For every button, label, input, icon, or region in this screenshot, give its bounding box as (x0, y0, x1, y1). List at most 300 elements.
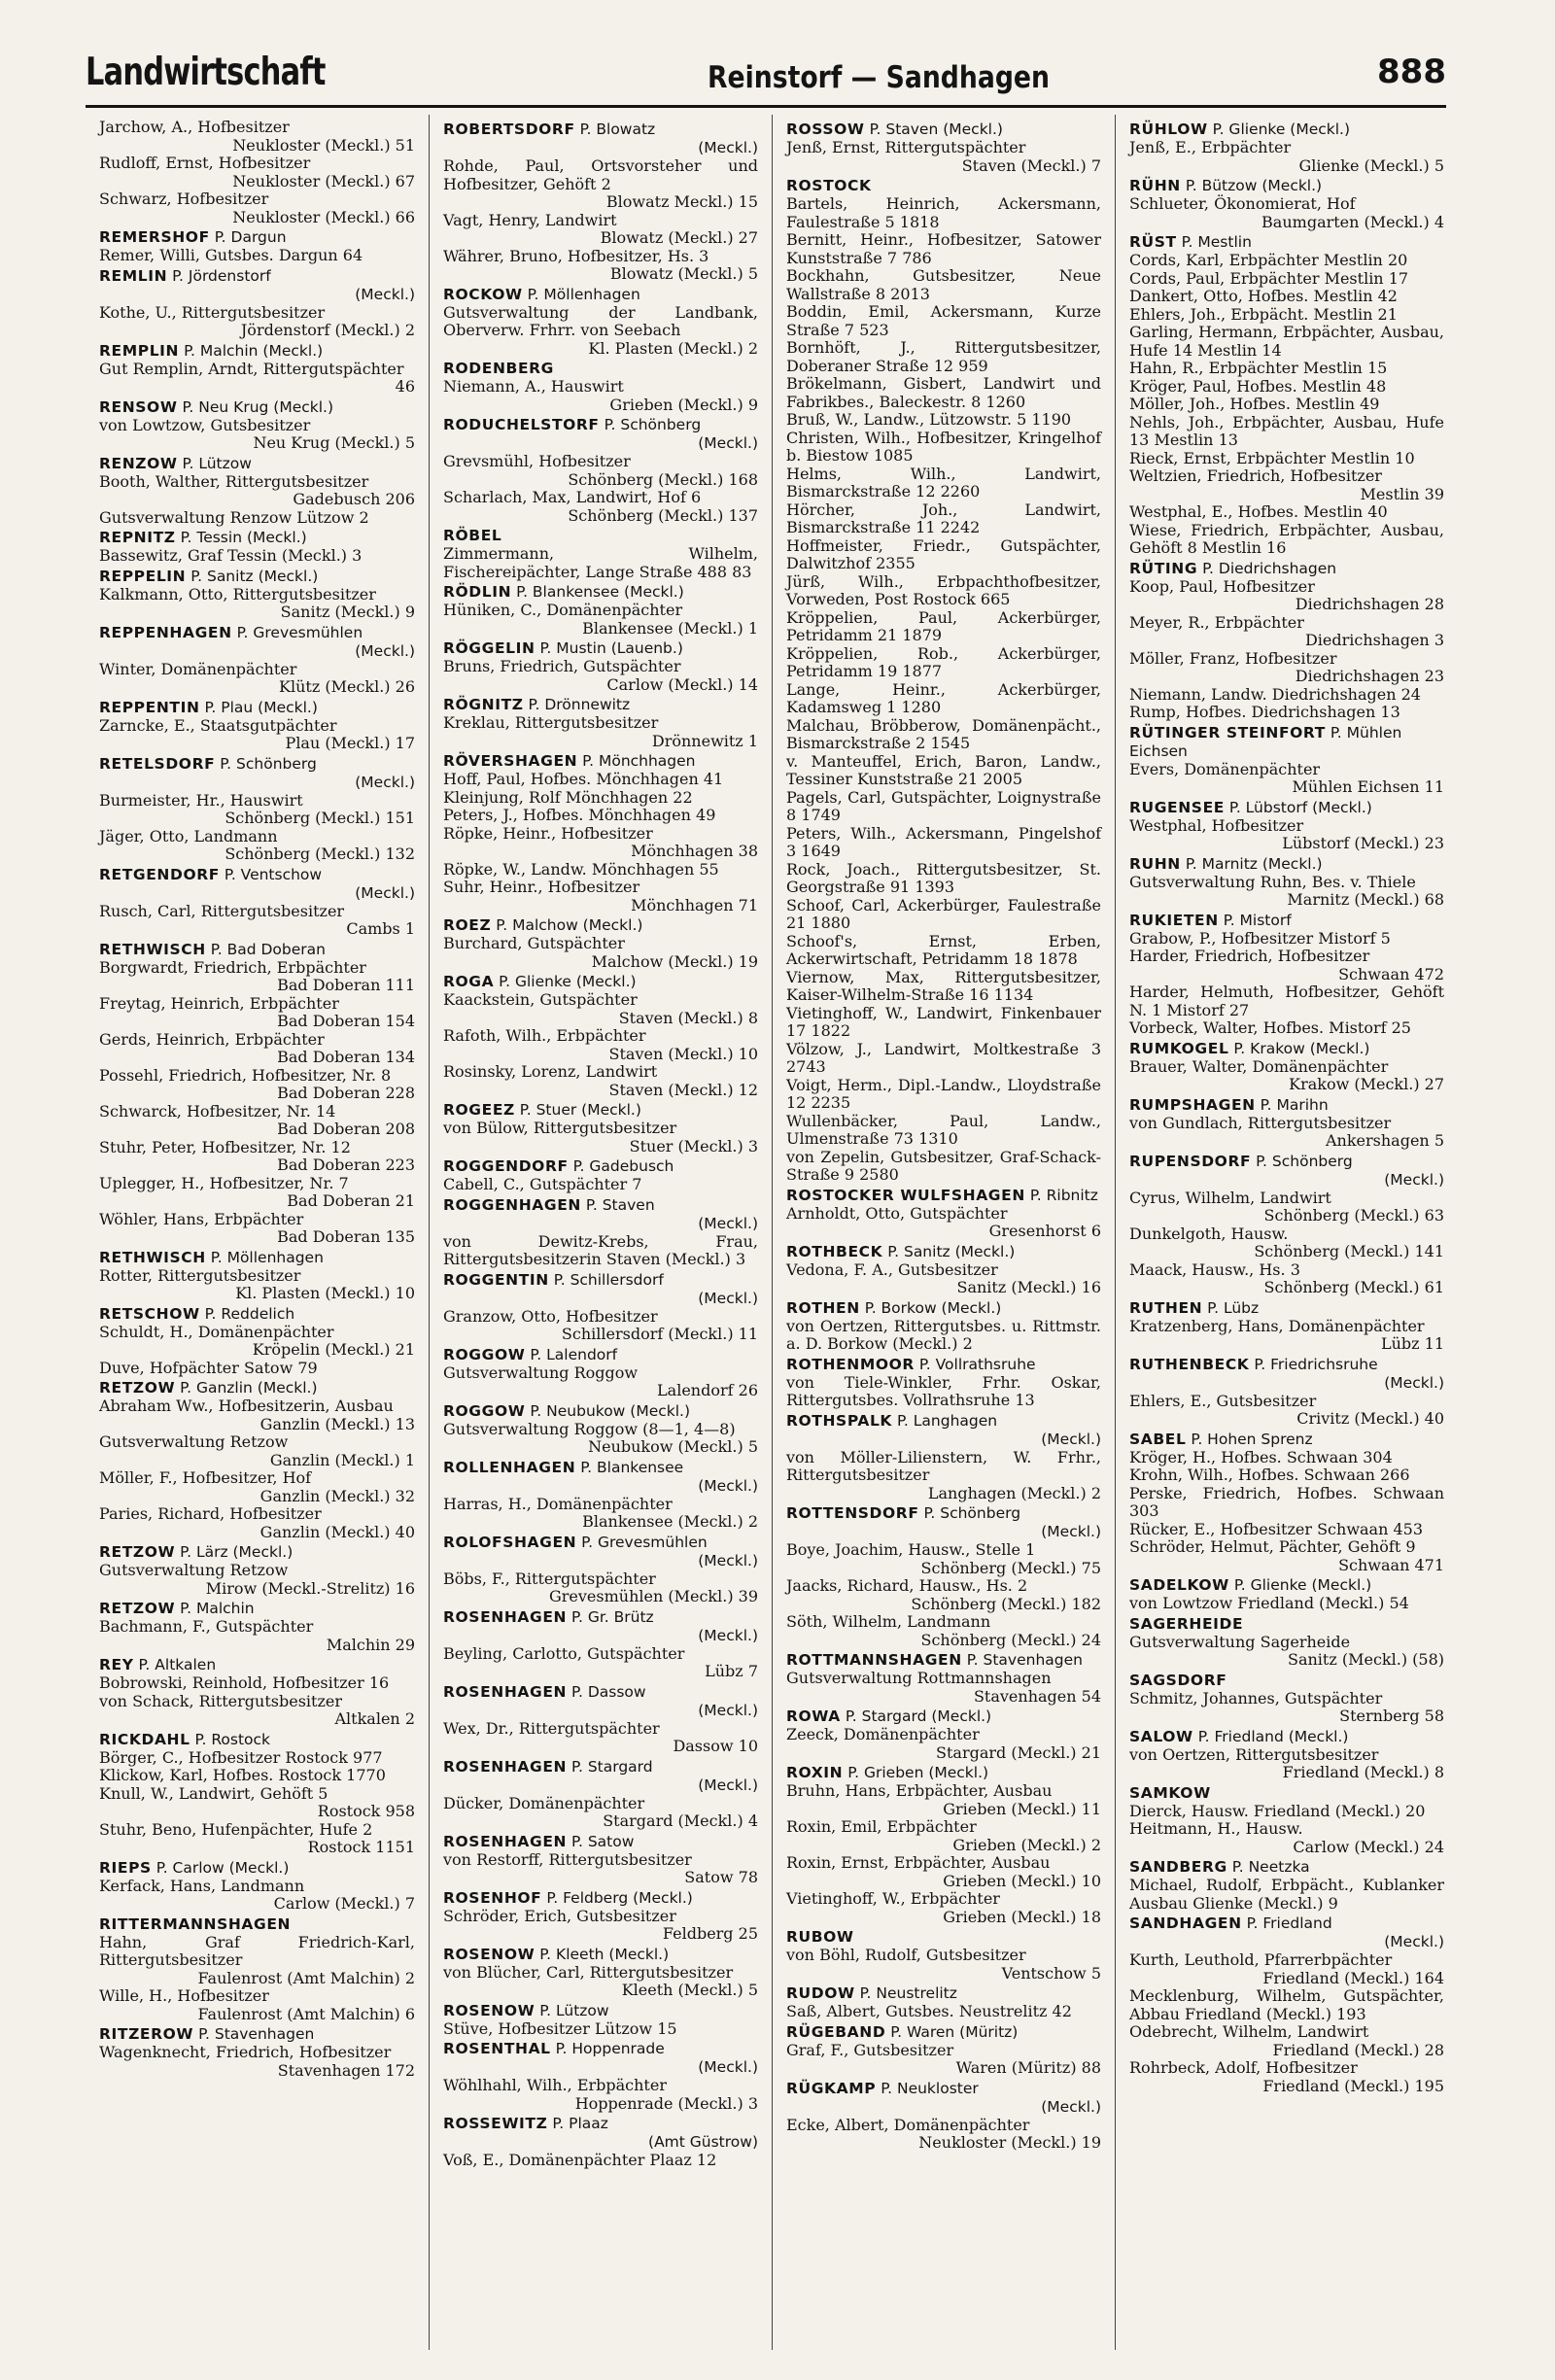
entry-location: Schillersdorf (Meckl.) 11 (561, 1325, 758, 1343)
entry-location: Stargard (Meckl.) 21 (936, 1742, 1101, 1762)
directory-entry (99, 1103, 415, 1139)
place-name: ROGGOW (443, 1345, 526, 1363)
place-heading (99, 1859, 415, 1878)
place-heading (786, 1412, 1101, 1449)
directory-entry (786, 1670, 1101, 1706)
entry-name: Wex, Dr., Rittergutspächter (443, 1718, 660, 1738)
place-heading (1129, 799, 1444, 817)
directory-entry (99, 1749, 415, 1768)
entry-location: Staven (Meckl.) 10 (608, 1044, 758, 1063)
place-heading (786, 1651, 1101, 1670)
entry-name: Rafoth, Wilh., Erbpächter (443, 1026, 646, 1045)
entry-name: Malchau, Bröbberow, Domänenpächt., Bismarckstraße 2 1545 (786, 715, 1101, 752)
entry-name: Jarchow, A., Hofbesitzer (99, 118, 290, 136)
entry-location: Schönberg (Meckl.) 182 (911, 1594, 1101, 1613)
place-name: RUMKOGEL (1129, 1039, 1229, 1057)
directory-entry (786, 1261, 1101, 1297)
post-office-region: (Meckl.) (698, 2058, 758, 2076)
place-heading (786, 1243, 1101, 1261)
post-office: P. Altkalen (138, 1656, 217, 1673)
post-office: P. Neukloster (881, 2079, 979, 2097)
directory-entry (1129, 1058, 1444, 1094)
directory-entry (1129, 306, 1444, 325)
entry-name: Wille, H., Hofbesitzer (99, 1986, 269, 2005)
post-office-region: (Meckl.) (698, 1289, 758, 1307)
post-office: P. Plaaz (552, 2115, 608, 2132)
entry-location: Stavenhagen 172 (277, 2060, 415, 2080)
directory-entry (1129, 360, 1444, 378)
directory-entry (1129, 252, 1444, 270)
entry-location: Faulenrost (Amt Malchin) 6 (197, 2004, 415, 2023)
entry-name: Brökelmann, Gisbert, Landwirt und Fabrikbes., Baleckestr. 8 1260 (786, 374, 1101, 411)
directory-entry (786, 789, 1101, 825)
entry-name: Rücker, E., Hofbesitzer Schwaan 453 (1129, 1519, 1424, 1538)
place-name: RÜHLOW (1129, 121, 1208, 138)
directory-entry (443, 1795, 758, 1831)
directory-entry (1129, 650, 1444, 686)
post-office: P. Mestlin (1181, 233, 1252, 251)
entry-location: Rostock 958 (317, 1802, 415, 1820)
post-office: P. Grevesmühlen (581, 1533, 708, 1551)
place-name: RÖGGELIN (443, 639, 536, 657)
place-heading (443, 1608, 758, 1645)
entry-location: Ganzlin (Meckl.) 32 (259, 1486, 415, 1505)
directory-entry (443, 861, 758, 880)
entry-name: Wiese, Friedrich, Erbpächter, Ausbau, Gehöft 8 Mestlin 16 (1129, 520, 1444, 557)
place-name: RODENBERG (443, 360, 554, 377)
directory-entry (1129, 1690, 1444, 1726)
entry-name: Gutsverwaltung Renzow Lützow 2 (99, 507, 369, 527)
entry-name: von Bülow, Rittergutsbesitzer (443, 1119, 677, 1137)
entry-name: Klickow, Karl, Hofbes. Rostock 1770 (99, 1766, 386, 1784)
entry-name: Granzow, Otto, Hofbesitzer (443, 1306, 658, 1326)
post-office: P. Stuer (Meckl.) (519, 1101, 641, 1119)
entry-name: Cords, Paul, Erbpächter Mestlin 17 (1129, 268, 1409, 288)
directory-entry (1129, 324, 1444, 360)
post-office: P. Lützow (539, 2001, 609, 2019)
post-office-region: (Meckl.) (698, 1626, 758, 1644)
post-office: P. Marihn (1260, 1095, 1329, 1114)
entry-name: Zarncke, E., Staatsgutpächter (99, 715, 337, 735)
place-name: ROTHEN (786, 1298, 860, 1317)
entry-name: Bruns, Friedrich, Gutspächter (443, 657, 681, 675)
directory-entry (1129, 1521, 1444, 1539)
entry-location: Hoppenrade (Meckl.) 3 (574, 2093, 758, 2113)
column-1 (86, 115, 429, 2350)
directory-entry (786, 861, 1101, 897)
directory-entry (1129, 1449, 1444, 1467)
entry-name: Westphal, E., Hofbes. Mestlin 40 (1129, 502, 1388, 521)
place-name: SAGSDORF (1129, 1671, 1227, 1689)
place-heading (443, 2040, 758, 2077)
entry-name: Hahn, Graf Friedrich-Karl, Rittergutsbesitzer (99, 1932, 415, 1969)
place-name: RÜTINGER STEINFORT (1129, 723, 1326, 742)
place-name: ROSENHAGEN (443, 1757, 568, 1776)
entry-name: Stüve, Hofbesitzer Lützow 15 (443, 2018, 677, 2038)
post-office: P. Friedland (1246, 1914, 1332, 1932)
entry-location: Bad Doberan 21 (287, 1191, 415, 1210)
directory-entry (99, 1821, 415, 1857)
place-heading (443, 527, 758, 545)
post-office: P. Friedland (Meckl.) (1197, 1727, 1349, 1745)
page-range-title: Reinstorf — Sandhagen (708, 60, 1050, 95)
entry-name: Schröder, Erich, Gutsbesitzer (443, 1906, 676, 1925)
post-office: P. Neu Krug (Meckl.) (182, 397, 334, 416)
column-3 (772, 115, 1115, 2350)
entry-name: Peters, Wilh., Ackersmann, Pingelshof 3 1649 (786, 823, 1101, 860)
post-office: P. Lützow (182, 454, 252, 472)
post-office-region: (Amt Güstrow) (648, 2133, 758, 2151)
entry-name: Kerfack, Hans, Landmann (99, 1876, 305, 1895)
post-office: P. Stavenhagen (198, 2025, 315, 2043)
entry-location: Langhagen (Meckl.) 2 (927, 1483, 1101, 1502)
directory-entry (443, 714, 758, 750)
post-office: P. Grieben (Meckl.) (847, 1764, 989, 1781)
entry-name: Arnholdt, Otto, Gutspächter (786, 1203, 1008, 1223)
entry-name: Helms, Wilh., Landwirt, Bismarckstraße 12 2260 (786, 464, 1101, 500)
place-name: RIEPS (99, 1858, 152, 1877)
directory-entry (99, 1433, 415, 1469)
entry-name: Wöhler, Hans, Erbpächter (99, 1209, 304, 1228)
directory-entry (443, 1496, 758, 1532)
post-office: P. Jördenstorf (172, 266, 271, 285)
entry-name: Röpke, Heinr., Hofbesitzer (443, 823, 653, 843)
entry-location: Carlow (Meckl.) 7 (273, 1894, 415, 1913)
section-title: Landwirtschaft (86, 51, 326, 94)
directory-entry (443, 1308, 758, 1344)
place-name: RICKDAHL (99, 1730, 190, 1748)
place-heading (99, 2025, 415, 2044)
place-heading (443, 2002, 758, 2020)
directory-entry (786, 2042, 1101, 2078)
entry-name: Rump, Hofbes. Diedrichshagen 13 (1129, 703, 1400, 721)
place-heading (786, 177, 1101, 195)
place-heading (1129, 1153, 1444, 1190)
entry-name: Krohn, Wilh., Hofbes. Schwaan 266 (1129, 1466, 1410, 1484)
place-name: RUGENSEE (1129, 798, 1225, 816)
entry-name: Ecke, Albert, Domänenpächter (786, 2115, 1030, 2134)
place-heading (99, 755, 415, 792)
directory-entry (1129, 761, 1444, 797)
place-name: RUBOW (786, 1928, 854, 1946)
post-office: P. Dassow (571, 1682, 646, 1701)
directory-entry (1129, 1466, 1444, 1485)
place-heading (443, 1534, 758, 1570)
entry-name: Rohde, Paul, Ortsvorsteher und Hofbesitzer, Gehöft 2 (443, 156, 758, 193)
post-office: P. Rostock (194, 1730, 271, 1748)
entry-name: Böbs, F., Rittergutspächter (443, 1569, 656, 1588)
entry-name: Gutsverwaltung Roggow (8—1, 4—8) (443, 1419, 736, 1438)
entry-name: Cords, Karl, Erbpächter Mestlin 20 (1129, 251, 1408, 269)
directory-entry (786, 897, 1101, 933)
directory-entry (786, 825, 1101, 861)
entry-name: Rieck, Ernst, Erbpächter Mestlin 10 (1129, 448, 1415, 467)
entry-name: Röpke, W., Landw. Mönchhagen 55 (443, 859, 719, 879)
entry-name: Wöhlhahl, Wilh., Erbpächter (443, 2076, 667, 2094)
place-heading (99, 1249, 415, 1267)
entry-location: Neukloster (Meckl.) 67 (232, 171, 415, 190)
directory-entry (1129, 1318, 1444, 1354)
entry-location: Diedrichshagen 28 (1295, 595, 1444, 613)
entry-location: Schönberg (Meckl.) 168 (568, 469, 758, 489)
entry-name: Meyer, R., Erbpächter (1129, 612, 1304, 632)
place-name: ROSTOCK (786, 177, 872, 194)
entry-location: Neu Krug (Meckl.) 5 (253, 433, 415, 452)
place-heading (99, 1915, 415, 1934)
directory-entry (443, 1851, 758, 1887)
directory-entry (1129, 195, 1444, 231)
place-name: RUDOW (786, 1984, 855, 2002)
place-heading (443, 1101, 758, 1120)
directory-entry (786, 1854, 1101, 1890)
entry-location: Schönberg (Meckl.) 132 (225, 845, 415, 863)
directory-entry (99, 547, 415, 566)
directory-entry (1129, 1225, 1444, 1261)
entry-name: von Schack, Rittergutsbesitzer (99, 1691, 342, 1710)
directory-entry (99, 1934, 415, 1988)
entry-name: Jäger, Otto, Landmann (99, 826, 278, 845)
directory-entry (786, 466, 1101, 501)
entry-name: von Oertzen, Rittergutsbesitzer (1129, 1744, 1379, 1764)
entry-location: Plau (Meckl.) 17 (285, 734, 415, 752)
entry-name: Bassewitz, Graf Tessin (Meckl.) 3 (99, 546, 363, 565)
entry-name: Hahn, R., Erbpächter Mestlin 15 (1129, 359, 1388, 377)
directory-entry (786, 933, 1101, 969)
directory-entry (443, 2020, 758, 2039)
directory-entry (1129, 2023, 1444, 2059)
place-name: RETHWISCH (99, 1248, 206, 1266)
post-office: P. Neustrelitz (859, 1984, 957, 2002)
place-name: RÜST (1129, 233, 1177, 251)
entry-name: Rohrbeck, Adolf, Hofbesitzer (1129, 2058, 1358, 2077)
place-heading (99, 342, 415, 361)
directory-entry (786, 1613, 1101, 1649)
place-heading (1129, 121, 1444, 139)
directory-entry (443, 489, 758, 525)
place-heading (1129, 1728, 1444, 1746)
entry-name: Jaacks, Richard, Hausw., Hs. 2 (786, 1576, 1028, 1595)
post-office: P. Lübstorf (Meckl.) (1228, 798, 1372, 816)
place-heading (443, 2115, 758, 2152)
post-office: P. Schönberg (923, 1504, 1021, 1522)
directory-entry (1129, 396, 1444, 414)
entry-name: Vagt, Henry, Landwirt (443, 210, 617, 229)
entry-location: Bad Doberan 135 (277, 1227, 415, 1246)
directory-entry (1129, 503, 1444, 522)
place-heading (99, 1543, 415, 1562)
entry-name: Kratzenberg, Hans, Domänenpächter (1129, 1316, 1425, 1335)
place-heading (99, 699, 415, 717)
post-office: P. Schönberg (1256, 1152, 1353, 1170)
post-office-region: (Meckl.) (355, 773, 415, 791)
post-office-region: (Meckl.) (1041, 1430, 1101, 1448)
entry-location: Mönchhagen 38 (631, 842, 758, 860)
entry-location: Grevesmühlen (Meckl.) 39 (548, 1587, 758, 1605)
place-name: RETGENDORF (99, 865, 220, 883)
entry-name: Weltzien, Friedrich, Hofbesitzer (1129, 466, 1382, 485)
directory-entry (786, 430, 1101, 466)
post-office: P. Mistorf (1223, 911, 1292, 929)
entry-location: 46 (395, 377, 415, 396)
entry-location: Stuer (Meckl.) 3 (629, 1136, 758, 1156)
directory-entry (99, 586, 415, 622)
entry-name: Kröppelien, Paul, Ackerbürger, Petridamm 21 1879 (786, 607, 1101, 644)
post-office: P. Blankensee (Meckl.) (516, 583, 684, 601)
entry-name: Brauer, Walter, Domänenpächter (1129, 1056, 1389, 1076)
entry-name: von Dewitz-Krebs, Frau, Rittergutsbesitzerin Staven (Meckl.) 3 (443, 1231, 758, 1268)
directory-entry (443, 453, 758, 489)
place-name: RETZOW (99, 1379, 176, 1397)
entry-name: Zimmermann, Wilhelm, Fischereipächter, Lange Straße 488 83 (443, 544, 758, 581)
place-heading (1129, 1672, 1444, 1690)
entry-location: Faulenrost (Amt Malchin) 2 (197, 1968, 415, 1987)
place-name: ROBERTSDORF (443, 121, 575, 138)
entry-name: Bobrowski, Reinhold, Hofbesitzer 16 (99, 1673, 390, 1692)
entry-name: Schuldt, H., Domänenpächter (99, 1322, 334, 1341)
directory-entry (786, 537, 1101, 573)
entry-location: Mönchhagen 71 (631, 895, 758, 914)
entry-name: von Lowtzow, Gutsbesitzer (99, 415, 311, 434)
entry-name: Möller, F., Hofbesitzer, Hof (99, 1468, 312, 1487)
place-heading (443, 639, 758, 658)
entry-name: Bruhn, Hans, Erbpächter, Ausbau (786, 1781, 1053, 1800)
place-heading (99, 866, 415, 903)
entry-name: Gutsverwaltung Roggow (443, 1362, 639, 1382)
post-office: P. Stavenhagen (966, 1651, 1083, 1669)
directory-entry (786, 375, 1101, 411)
entry-location: Friedland (Meckl.) 195 (1262, 2076, 1444, 2095)
entry-name: Garling, Hermann, Erbpächter, Ausbau, Hufe 14 Mestlin 14 (1129, 323, 1444, 360)
post-office: P. Malchin (180, 1600, 255, 1617)
directory-entry (1129, 817, 1444, 853)
entry-location: Lübz 11 (1380, 1334, 1444, 1353)
place-name: ROEZ (443, 916, 492, 934)
entry-location: Sanitz (Meckl.) 9 (280, 603, 415, 621)
directory-entry (786, 1726, 1101, 1762)
directory-entry (1129, 467, 1444, 503)
place-heading (99, 267, 415, 304)
entry-name: Niemann, Landw. Diedrichshagen 24 (1129, 684, 1421, 704)
post-office: P. Malchow (Meckl.) (496, 916, 643, 934)
directory-entry (786, 609, 1101, 645)
entry-name: Kreklau, Rittergutsbesitzer (443, 713, 659, 732)
entry-name: Kleinjung, Rolf Mönchhagen 22 (443, 787, 693, 807)
place-heading (99, 1600, 415, 1618)
entry-name: Hoffmeister, Friedr., Gutspächter, Dalwitzhof 2355 (786, 535, 1101, 572)
entry-location: Grieben (Meckl.) 9 (609, 395, 758, 414)
entry-location: Mestlin 39 (1360, 484, 1444, 503)
directory-entry (1129, 1877, 1444, 1913)
post-office-region: (Meckl.) (355, 641, 415, 660)
place-heading (99, 228, 415, 247)
directory-entry (443, 1720, 758, 1756)
place-name: ROSENOW (443, 2001, 536, 2019)
directory-entry (786, 1149, 1101, 1185)
page-number: 888 (1377, 52, 1446, 91)
place-name: RÜGKAMP (786, 2079, 877, 2097)
post-office: P. Sanitz (Meckl.) (887, 1242, 1016, 1260)
entry-name: Roxin, Ernst, Erbpächter, Ausbau (786, 1853, 1051, 1872)
entry-location: Feldberg 25 (662, 1924, 758, 1943)
entry-location: Kleeth (Meckl.) 5 (621, 1981, 758, 1999)
entry-location: Kröpelin (Meckl.) 21 (252, 1340, 415, 1359)
post-office: P. Staven (Meckl.) (869, 121, 1003, 138)
post-office: P. Lärz (Meckl.) (180, 1543, 294, 1561)
entry-name: von Gundlach, Rittergutsbesitzer (1129, 1113, 1392, 1132)
entry-location: Blowatz (Meckl.) 27 (600, 228, 758, 247)
entry-name: Ehlers, E., Gutsbesitzer (1129, 1391, 1317, 1410)
entry-name: Abraham Ww., Hofbesitzerin, Ausbau (99, 1397, 394, 1415)
place-name: ROXIN (786, 1764, 844, 1781)
entry-name: Cabell, C., Gutspächter 7 (443, 1175, 642, 1193)
post-office-region: (Meckl.) (1041, 1523, 1101, 1540)
entry-name: von Oertzen, Rittergutsbes. u. Rittmstr. a. D. Borkow (Meckl.) 2 (786, 1316, 1101, 1353)
entry-location: Rostock 1151 (307, 1838, 415, 1856)
entry-location: Schönberg (Meckl.) 137 (568, 505, 758, 525)
place-heading (443, 286, 758, 304)
entry-name: Freytag, Heinrich, Erbpächter (99, 993, 339, 1013)
place-heading (786, 1764, 1101, 1782)
entry-location: Blankensee (Meckl.) 2 (582, 1512, 758, 1531)
place-name: ROSSEWITZ (443, 2115, 548, 2132)
place-name: REPPELIN (99, 567, 187, 585)
entry-name: Gutsverwaltung der Landbank, Oberverw. Frhrr. von Seebach (443, 302, 758, 339)
post-office: P. Hohen Sprenz (1191, 1430, 1313, 1448)
place-heading (99, 529, 415, 547)
entry-name: Westphal, Hofbesitzer (1129, 815, 1304, 835)
place-name: RETELSDORF (99, 754, 216, 773)
directory-entry (786, 303, 1101, 339)
entry-name: Boddin, Emil, Ackersmann, Kurze Straße 7 523 (786, 302, 1101, 339)
entry-location: Diedrichshagen 3 (1304, 631, 1444, 649)
place-name: ROCKOW (443, 285, 523, 303)
entry-location: Bad Doberan 208 (277, 1120, 415, 1138)
place-heading (786, 1299, 1101, 1318)
directory-entry (786, 573, 1101, 609)
place-heading (99, 568, 415, 586)
place-heading (443, 1157, 758, 1176)
directory-entry (443, 304, 758, 359)
entry-location: Schönberg (Meckl.) 63 (1263, 1206, 1444, 1224)
place-heading (99, 1305, 415, 1324)
place-name: RÖBEL (443, 527, 502, 544)
place-name: RÜTING (1129, 559, 1198, 577)
place-heading (99, 624, 415, 661)
page-header (86, 49, 1446, 108)
entry-name: Odebrecht, Wilhelm, Landwirt (1129, 2022, 1369, 2041)
directory-entry (443, 157, 758, 212)
place-name: ROSENHAGEN (443, 1607, 568, 1626)
place-heading (99, 1731, 415, 1749)
entry-name: Beyling, Carlotto, Gutspächter (443, 1643, 685, 1663)
directory-entry (443, 1421, 758, 1457)
directory-entry (1129, 983, 1444, 1019)
entry-name: Gutsverwaltung Retzow (99, 1561, 289, 1579)
directory-entry (1129, 288, 1444, 306)
post-office: P. Blowatz (579, 121, 656, 138)
place-name: ROSSOW (786, 121, 865, 138)
place-name: REY (99, 1656, 134, 1673)
place-heading (99, 941, 415, 959)
post-office: P. Lalendorf (530, 1345, 618, 1363)
place-heading (443, 360, 758, 378)
entry-name: Perske, Friedrich, Hofbes. Schwaan 303 (1129, 1483, 1444, 1520)
place-heading (443, 752, 758, 771)
entry-name: Mecklenburg, Wilhelm, Gutspächter, Abbau Friedland (Meckl.) 193 (1129, 1986, 1444, 2023)
entry-name: Lange, Heinr., Ackerbürger, Kadamsweg 1 1280 (786, 679, 1101, 716)
entry-name: v. Manteuffel, Erich, Baron, Landw., Tessiner Kunststraße 21 2005 (786, 751, 1101, 788)
place-name: SABEL (1129, 1430, 1187, 1448)
